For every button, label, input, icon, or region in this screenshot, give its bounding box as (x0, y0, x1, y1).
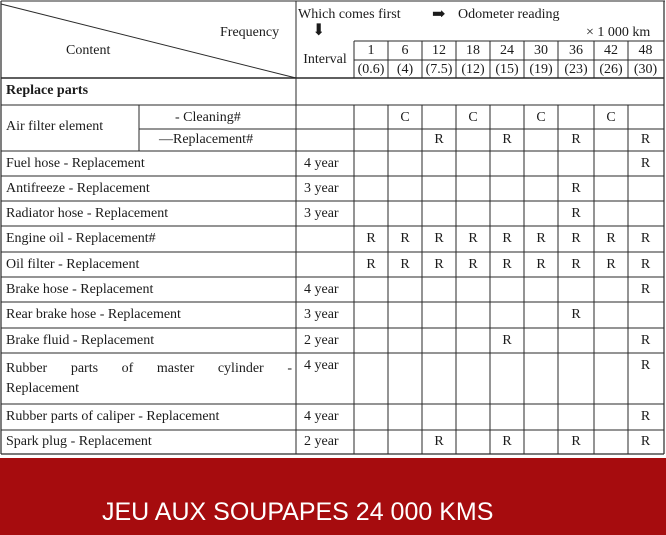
interval-value: 3 year (304, 181, 339, 196)
interval-value: 2 year (304, 333, 339, 348)
interval-value: 2 year (304, 434, 339, 449)
interval-value: 4 year (304, 282, 339, 297)
replacement-mark: R (502, 132, 512, 147)
content-label: Content (66, 43, 111, 58)
part-label: Oil filter - Replacement (6, 257, 140, 272)
replacement-mark: R (400, 231, 410, 246)
part-action: Replacement (71, 156, 145, 171)
part-action: Replacement# (75, 231, 156, 246)
km-column-header: 6 (401, 43, 409, 58)
odometer-reading-label: Odometer reading (458, 7, 560, 22)
part-item: Antifreeze (6, 181, 66, 196)
part-item: Fuel hose (6, 156, 61, 171)
replacement-mark: R (502, 231, 512, 246)
frequency-label: Frequency (220, 25, 280, 40)
replacement-mark: R (434, 231, 444, 246)
part-action: Replacement (146, 409, 220, 424)
part-action: Replacement (78, 434, 152, 449)
replacement-mark: R (366, 231, 376, 246)
part-item: Brake hose (6, 282, 69, 297)
part-label: Spark plug - Replacement (6, 434, 152, 449)
mile-column-header: (19) (529, 62, 553, 77)
part-item: Radiator hose (6, 206, 84, 221)
replacement-mark: R (640, 434, 651, 449)
part-item: Oil filter (6, 257, 55, 272)
part-action: Replacement (76, 181, 150, 196)
part-action: Replacement (66, 257, 140, 272)
replacement-mark: R (640, 333, 651, 348)
cleaning-mark: C (606, 110, 616, 125)
part-action: Replacement (6, 381, 80, 396)
header-diagonal (1, 4, 296, 78)
km-column-header: 1 (367, 43, 375, 58)
km-column-header: 24 (500, 43, 514, 58)
replacement-mark: R (640, 156, 651, 171)
replacement-mark: R (571, 257, 581, 272)
km-column-header: 36 (569, 43, 583, 58)
down-arrow-icon: ⬇ (312, 22, 326, 39)
part-action: Replacement (95, 206, 169, 221)
replacement-mark: R (434, 434, 444, 449)
interval-value: 4 year (304, 409, 339, 424)
part-label: Brake fluid - Replacement (6, 333, 155, 348)
replacement-mark: R (640, 132, 651, 147)
part-item: Rubber parts of caliper (6, 409, 135, 424)
air-filter-replacement-label: —Replacement# (159, 132, 254, 147)
km-column-header: 12 (432, 43, 446, 58)
air-filter-label: Air filter element (6, 119, 104, 134)
part-action: Replacement (80, 282, 154, 297)
mile-column-header: (12) (461, 62, 485, 77)
mile-column-header: (0.6) (357, 62, 385, 77)
replacement-mark: R (400, 257, 410, 272)
interval-value: 3 year (304, 206, 339, 221)
part-label: Brake hose - Replacement (6, 282, 154, 297)
cleaning-mark: C (400, 110, 410, 125)
part-item: Engine oil (6, 231, 64, 246)
replacement-mark: R (640, 231, 651, 246)
km-column-header: 30 (534, 43, 548, 58)
air-filter-cleaning-label: - Cleaning# (175, 110, 241, 125)
replacement-mark: R (536, 257, 546, 272)
mile-column-header: (26) (599, 62, 623, 77)
part-action: Replacement (81, 333, 155, 348)
replacement-mark: R (571, 307, 581, 322)
part-item: Rear brake hose (6, 307, 97, 322)
cleaning-mark: C (468, 110, 478, 125)
interval-header: Interval (303, 52, 347, 67)
part-item: Brake fluid (6, 333, 70, 348)
interval-value: 3 year (304, 307, 339, 322)
replacement-mark: R (640, 282, 651, 297)
replacement-mark: R (606, 257, 616, 272)
mile-column-header: (15) (495, 62, 519, 77)
mile-column-header: (4) (396, 62, 414, 77)
right-arrow-icon: ➡ (432, 6, 446, 23)
replacement-mark: R (502, 257, 512, 272)
part-item: Spark plug (6, 434, 68, 449)
part-label: Engine oil - Replacement# (6, 231, 156, 246)
part-label: Fuel hose - Replacement (6, 156, 145, 171)
part-label: Antifreeze - Replacement (6, 181, 150, 196)
interval-value: 4 year (304, 156, 339, 171)
part-label: Rubber parts of caliper - Replacement (6, 409, 220, 424)
cleaning-mark: C (536, 110, 546, 125)
replacement-mark: R (640, 409, 651, 424)
mile-column-header: (7.5) (425, 62, 453, 77)
unit-label: × 1 000 km (586, 25, 651, 40)
replacement-mark: R (434, 257, 444, 272)
replacement-mark: R (434, 132, 444, 147)
replacement-mark: R (571, 132, 581, 147)
mile-column-header: (23) (564, 62, 588, 77)
part-item: Rubber parts of master cylinder (6, 361, 264, 376)
mile-column-header: (30) (633, 62, 658, 77)
replacement-mark: R (571, 434, 581, 449)
replacement-mark: R (536, 231, 546, 246)
replacement-mark: R (468, 257, 478, 272)
part-label: Rubber parts of master cylinder - (6, 361, 292, 376)
interval-value: 4 year (304, 358, 339, 373)
km-column-header: 48 (638, 43, 653, 58)
km-column-header: 18 (466, 43, 480, 58)
km-column-header: 42 (604, 43, 618, 58)
which-comes-first-label: Which comes first (298, 7, 401, 22)
replacement-mark: R (502, 434, 512, 449)
replacement-mark: R (366, 257, 376, 272)
replacement-mark: R (502, 333, 512, 348)
part-action: Replacement (107, 307, 181, 322)
replacement-mark: R (468, 231, 478, 246)
replacement-mark: R (571, 206, 581, 221)
replacement-mark: R (640, 358, 651, 373)
part-label: Radiator hose - Replacement (6, 206, 169, 221)
part-label: Rear brake hose - Replacement (6, 307, 181, 322)
replacement-mark: R (640, 257, 651, 272)
section-title: Replace parts (6, 83, 89, 98)
replacement-mark: R (606, 231, 616, 246)
banner-title: JEU AUX SOUPAPES 24 000 KMS (102, 498, 494, 526)
replacement-mark: R (571, 231, 581, 246)
replacement-mark: R (571, 181, 581, 196)
